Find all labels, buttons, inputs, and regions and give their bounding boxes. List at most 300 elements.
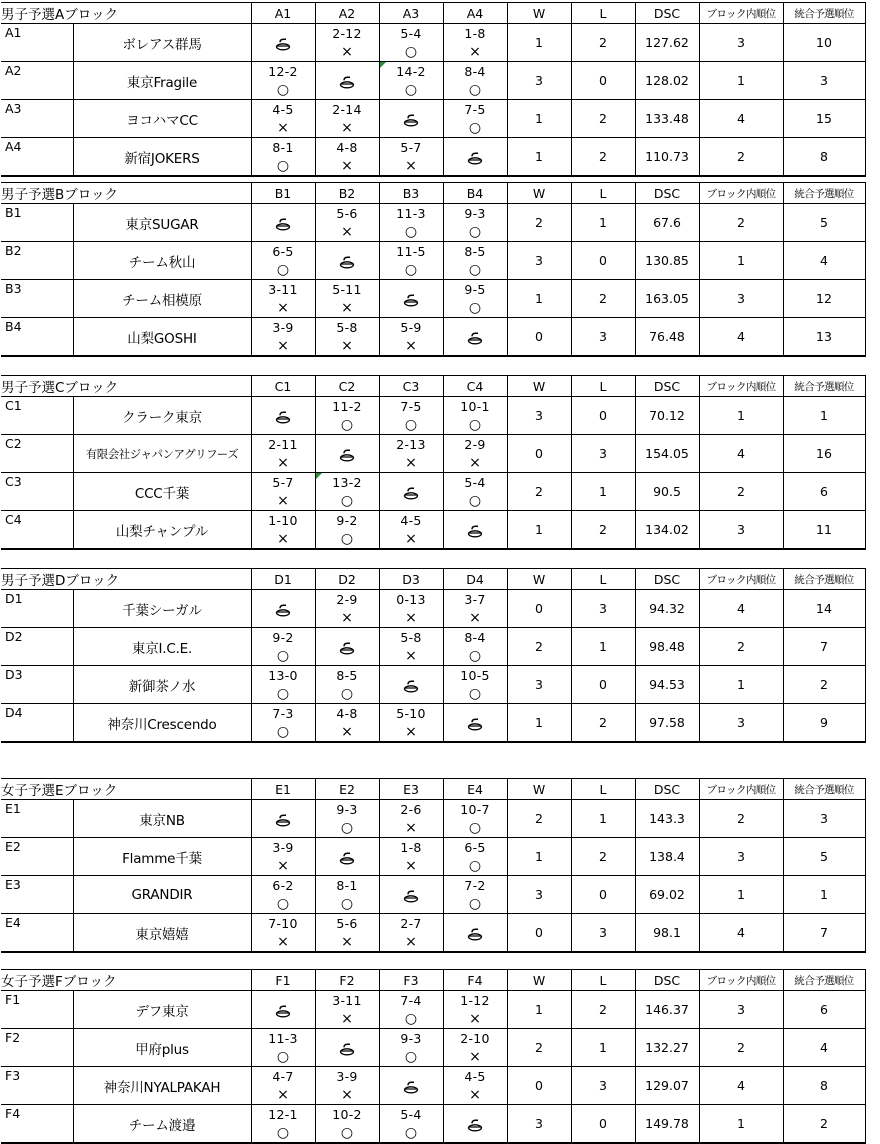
self-match-cell [315, 435, 379, 473]
match-result-cell [379, 1029, 443, 1067]
losses: 0 [571, 876, 635, 914]
block-rank: 2 [699, 800, 783, 838]
wins: 1 [507, 838, 571, 876]
match-outcome-mark: × [469, 1011, 481, 1027]
match-score: 8-1 [272, 140, 294, 155]
match-outcome-mark: ○ [276, 686, 290, 702]
curling-stone-icon [403, 889, 419, 902]
block-rank: 4 [699, 914, 783, 953]
match-score: 10-5 [460, 668, 490, 683]
match-score: 9-3 [400, 1031, 422, 1046]
dsc-value: 163.05 [635, 280, 699, 318]
team-row [1, 838, 865, 876]
match-result-cell [251, 100, 315, 138]
team-row [1, 138, 865, 177]
match-score: 9-3 [336, 802, 358, 817]
wins: 1 [507, 100, 571, 138]
opponent-column-header: B4 [443, 183, 507, 204]
losses: 2 [571, 280, 635, 318]
match-score: 3-11 [332, 993, 362, 1008]
match-score: 11-3 [268, 1031, 298, 1046]
match-score: 6-2 [272, 878, 294, 893]
match-result-cell [315, 24, 379, 62]
match-result-cell [443, 242, 507, 280]
block-rank: 1 [699, 242, 783, 280]
match-outcome-mark: ○ [404, 1049, 418, 1065]
match-outcome-mark: ○ [404, 224, 418, 240]
team-seed: F4 [1, 1105, 73, 1144]
match-result-cell [379, 800, 443, 838]
dsc-column-header: DSC [635, 569, 699, 590]
match-outcome-mark: ○ [276, 158, 290, 174]
match-score: 4-5 [400, 513, 422, 528]
dsc-value: 76.48 [635, 318, 699, 357]
team-seed: B2 [1, 242, 73, 280]
dsc-value: 90.5 [635, 473, 699, 511]
match-outcome-mark: × [405, 858, 417, 874]
match-result-cell [251, 242, 315, 280]
team-seed: A3 [1, 100, 73, 138]
match-score: 8-1 [336, 878, 358, 893]
match-result-cell [315, 666, 379, 704]
overall-rank: 14 [783, 590, 865, 628]
team-name: 神奈川NYALPAKAH [73, 1067, 251, 1105]
dsc-value: 94.53 [635, 666, 699, 704]
curling-stone-icon [403, 486, 419, 499]
match-score: 5-10 [396, 706, 426, 721]
overall-rank: 2 [783, 666, 865, 704]
block-rank: 2 [699, 1029, 783, 1067]
wins: 1 [507, 991, 571, 1029]
match-score: 7-5 [464, 102, 486, 117]
dsc-value: 97.58 [635, 704, 699, 743]
match-result-cell [315, 318, 379, 357]
match-result-cell [379, 991, 443, 1029]
curling-stone-icon [467, 927, 483, 940]
opponent-column-header: D1 [251, 569, 315, 590]
match-score: 7-3 [272, 706, 294, 721]
dsc-value: 129.07 [635, 1067, 699, 1105]
match-result-cell [443, 628, 507, 666]
match-outcome-mark: × [341, 300, 353, 316]
dsc-value: 154.05 [635, 435, 699, 473]
dsc-value: 110.73 [635, 138, 699, 177]
match-result-cell [443, 100, 507, 138]
match-result-cell [251, 280, 315, 318]
overall-rank: 9 [783, 704, 865, 743]
opponent-column-header: B1 [251, 183, 315, 204]
opponent-column-header: C3 [379, 376, 443, 397]
match-result-cell [443, 397, 507, 435]
opponent-column-header: B2 [315, 183, 379, 204]
match-outcome-mark: × [405, 455, 417, 471]
match-outcome-mark: ○ [404, 262, 418, 278]
match-result-cell [379, 204, 443, 242]
team-seed: F1 [1, 991, 73, 1029]
self-match-cell [379, 1067, 443, 1105]
wins: 2 [507, 1029, 571, 1067]
curling-stone-icon [403, 1080, 419, 1093]
match-outcome-mark: × [277, 934, 289, 950]
match-result-cell [315, 991, 379, 1029]
losses: 2 [571, 24, 635, 62]
team-name: 甲府plus [73, 1029, 251, 1067]
wins: 3 [507, 62, 571, 100]
match-outcome-mark: × [469, 610, 481, 626]
team-name: 千葉シーガル [73, 590, 251, 628]
wins: 0 [507, 318, 571, 357]
block-rank: 1 [699, 666, 783, 704]
curling-stone-icon [275, 217, 291, 230]
header-row [1, 779, 865, 800]
match-outcome-mark: ○ [340, 686, 354, 702]
overall-rank: 7 [783, 628, 865, 666]
overall-rank: 4 [783, 242, 865, 280]
match-score: 14-2 [396, 64, 426, 79]
match-result-cell [315, 876, 379, 914]
team-row [1, 628, 865, 666]
match-result-cell [251, 62, 315, 100]
self-match-cell [315, 838, 379, 876]
match-outcome-mark: ○ [340, 896, 354, 912]
overall-rank-column-header: 統合予選順位 [783, 569, 865, 590]
match-score: 3-9 [336, 1069, 358, 1084]
match-result-cell [443, 876, 507, 914]
dsc-column-header: DSC [635, 3, 699, 24]
match-outcome-mark: ○ [468, 686, 482, 702]
self-match-cell [379, 100, 443, 138]
curling-stone-icon [275, 603, 291, 616]
team-seed: B3 [1, 280, 73, 318]
self-match-cell [443, 318, 507, 357]
match-result-cell [379, 435, 443, 473]
overall-rank: 12 [783, 280, 865, 318]
match-outcome-mark: × [277, 531, 289, 547]
curling-stone-icon [467, 1118, 483, 1131]
match-score: 4-5 [464, 1069, 486, 1084]
match-result-cell [379, 242, 443, 280]
block-title: 男子予選Bブロック [1, 183, 251, 204]
curling-stone-icon [403, 113, 419, 126]
overall-rank: 8 [783, 1067, 865, 1105]
overall-rank: 3 [783, 62, 865, 100]
match-outcome-mark: ○ [468, 648, 482, 664]
block-rank-column-header: ブロック内順位 [699, 3, 783, 24]
match-result-cell [315, 511, 379, 550]
match-score: 11-5 [396, 244, 426, 259]
team-row [1, 100, 865, 138]
match-outcome-mark: ○ [468, 262, 482, 278]
match-score: 2-6 [400, 802, 422, 817]
wins: 0 [507, 914, 571, 953]
dsc-value: 130.85 [635, 242, 699, 280]
team-seed: B1 [1, 204, 73, 242]
w-column-header: W [507, 779, 571, 800]
losses: 0 [571, 397, 635, 435]
wins: 1 [507, 24, 571, 62]
match-result-cell [443, 838, 507, 876]
self-match-cell [315, 628, 379, 666]
match-score: 9-2 [272, 630, 294, 645]
block-rank: 4 [699, 100, 783, 138]
opponent-column-header: D2 [315, 569, 379, 590]
dsc-value: 67.6 [635, 204, 699, 242]
curling-stone-icon [467, 524, 483, 537]
team-row [1, 318, 865, 357]
match-score: 5-7 [400, 140, 422, 155]
self-match-cell [251, 397, 315, 435]
match-score: 10-2 [332, 1107, 362, 1122]
match-score: 2-14 [332, 102, 362, 117]
match-result-cell [315, 800, 379, 838]
block-rank: 3 [699, 704, 783, 743]
overall-rank-column-header: 統合予選順位 [783, 183, 865, 204]
block-rank: 1 [699, 1105, 783, 1144]
wins: 3 [507, 397, 571, 435]
match-score: 2-10 [460, 1031, 490, 1046]
opponent-column-header: F3 [379, 970, 443, 991]
match-outcome-mark: ○ [276, 1049, 290, 1065]
w-column-header: W [507, 569, 571, 590]
block-rank: 4 [699, 1067, 783, 1105]
overall-rank: 13 [783, 318, 865, 357]
wins: 1 [507, 704, 571, 743]
match-outcome-mark: × [277, 858, 289, 874]
dsc-column-header: DSC [635, 183, 699, 204]
match-outcome-mark: ○ [340, 1125, 354, 1141]
match-outcome-mark: × [469, 1049, 481, 1065]
losses: 1 [571, 473, 635, 511]
curling-stone-icon [275, 410, 291, 423]
match-outcome-mark: × [341, 338, 353, 354]
match-score: 7-4 [400, 993, 422, 1008]
match-outcome-mark: × [405, 648, 417, 664]
losses: 3 [571, 1067, 635, 1105]
match-result-cell [443, 435, 507, 473]
match-outcome-mark: ○ [468, 300, 482, 316]
team-row [1, 800, 865, 838]
team-row [1, 666, 865, 704]
overall-rank: 10 [783, 24, 865, 62]
match-result-cell [443, 800, 507, 838]
team-name: 東京嬉嬉 [73, 914, 251, 953]
losses: 0 [571, 62, 635, 100]
team-row [1, 511, 865, 550]
opponent-column-header: C2 [315, 376, 379, 397]
match-outcome-mark: × [277, 455, 289, 471]
curling-stone-icon [339, 448, 355, 461]
dsc-value: 146.37 [635, 991, 699, 1029]
match-outcome-mark: ○ [276, 648, 290, 664]
opponent-column-header: A3 [379, 3, 443, 24]
dsc-value: 128.02 [635, 62, 699, 100]
match-result-cell [315, 914, 379, 953]
block-table [1, 969, 866, 1144]
match-outcome-mark: ○ [404, 44, 418, 60]
dsc-column-header: DSC [635, 376, 699, 397]
team-row [1, 590, 865, 628]
team-row [1, 473, 865, 511]
match-outcome-mark: ○ [468, 82, 482, 98]
wins: 0 [507, 435, 571, 473]
opponent-column-header: E1 [251, 779, 315, 800]
block-rank: 2 [699, 204, 783, 242]
overall-rank: 8 [783, 138, 865, 177]
match-score: 2-9 [336, 592, 358, 607]
block-table [1, 568, 866, 743]
match-result-cell [251, 704, 315, 743]
match-result-cell [251, 318, 315, 357]
match-outcome-mark: ○ [468, 224, 482, 240]
team-seed: D3 [1, 666, 73, 704]
w-column-header: W [507, 376, 571, 397]
block-rank: 4 [699, 318, 783, 357]
block-rank: 3 [699, 511, 783, 550]
opponent-column-header: C4 [443, 376, 507, 397]
team-seed: E2 [1, 838, 73, 876]
block-rank: 3 [699, 24, 783, 62]
header-row [1, 376, 865, 397]
match-result-cell [443, 590, 507, 628]
opponent-column-header: D3 [379, 569, 443, 590]
block-rank: 1 [699, 397, 783, 435]
match-result-cell [443, 991, 507, 1029]
match-result-cell [315, 204, 379, 242]
match-result-cell [443, 62, 507, 100]
match-score: 8-4 [464, 64, 486, 79]
block-title: 男子予選Dブロック [1, 569, 251, 590]
match-outcome-mark: × [277, 300, 289, 316]
w-column-header: W [507, 183, 571, 204]
team-seed: A4 [1, 138, 73, 177]
team-name: 東京NB [73, 800, 251, 838]
match-outcome-mark: ○ [340, 531, 354, 547]
team-seed: C4 [1, 511, 73, 550]
team-seed: F3 [1, 1067, 73, 1105]
match-score: 5-4 [400, 26, 422, 41]
match-outcome-mark: × [341, 934, 353, 950]
header-row [1, 3, 865, 24]
match-score: 8-5 [336, 668, 358, 683]
losses: 3 [571, 318, 635, 357]
curling-stone-icon [339, 1042, 355, 1055]
opponent-column-header: E4 [443, 779, 507, 800]
dsc-value: 132.27 [635, 1029, 699, 1067]
match-outcome-mark: ○ [276, 262, 290, 278]
match-score: 4-7 [272, 1069, 294, 1084]
dsc-column-header: DSC [635, 779, 699, 800]
team-name: GRANDIR [73, 876, 251, 914]
l-column-header: L [571, 569, 635, 590]
match-outcome-mark: ○ [404, 417, 418, 433]
team-seed: E4 [1, 914, 73, 953]
match-score: 2-13 [396, 437, 426, 452]
match-outcome-mark: ○ [276, 724, 290, 740]
match-result-cell [251, 1105, 315, 1144]
wins: 3 [507, 876, 571, 914]
match-result-cell [379, 24, 443, 62]
losses: 3 [571, 590, 635, 628]
match-score: 6-5 [272, 244, 294, 259]
match-outcome-mark: × [405, 934, 417, 950]
overall-rank: 2 [783, 1105, 865, 1144]
overall-rank-column-header: 統合予選順位 [783, 779, 865, 800]
match-score: 4-8 [336, 140, 358, 155]
match-score: 5-11 [332, 282, 362, 297]
match-result-cell [251, 628, 315, 666]
wins: 0 [507, 590, 571, 628]
match-result-cell [379, 914, 443, 953]
l-column-header: L [571, 970, 635, 991]
match-outcome-mark: ○ [276, 896, 290, 912]
team-name: チーム秋山 [73, 242, 251, 280]
curling-stone-icon [339, 75, 355, 88]
wins: 1 [507, 138, 571, 177]
match-score: 12-2 [268, 64, 298, 79]
match-outcome-mark: ○ [340, 417, 354, 433]
self-match-cell [315, 1029, 379, 1067]
match-outcome-mark: × [405, 820, 417, 836]
team-seed: A2 [1, 62, 73, 100]
block-title: 女子予選Fブロック [1, 970, 251, 991]
self-match-cell [251, 800, 315, 838]
match-score: 11-2 [332, 399, 362, 414]
self-match-cell [443, 138, 507, 177]
overall-rank: 15 [783, 100, 865, 138]
match-outcome-mark: × [405, 158, 417, 174]
self-match-cell [251, 204, 315, 242]
dsc-value: 134.02 [635, 511, 699, 550]
match-score: 8-4 [464, 630, 486, 645]
losses: 2 [571, 991, 635, 1029]
self-match-cell [379, 876, 443, 914]
team-name: 神奈川Crescendo [73, 704, 251, 743]
overall-rank: 1 [783, 397, 865, 435]
match-result-cell [251, 666, 315, 704]
curling-stone-icon [403, 293, 419, 306]
match-outcome-mark: × [469, 44, 481, 60]
team-row [1, 1105, 865, 1144]
match-result-cell [315, 1067, 379, 1105]
overall-rank: 3 [783, 800, 865, 838]
team-seed: D4 [1, 704, 73, 743]
match-outcome-mark: × [341, 724, 353, 740]
self-match-cell [379, 666, 443, 704]
match-outcome-mark: × [277, 120, 289, 136]
block-rank-column-header: ブロック内順位 [699, 569, 783, 590]
self-match-cell [443, 511, 507, 550]
wins: 1 [507, 280, 571, 318]
match-score: 2-12 [332, 26, 362, 41]
match-score: 9-3 [464, 206, 486, 221]
match-outcome-mark: ○ [276, 1125, 290, 1141]
overall-rank: 5 [783, 204, 865, 242]
overall-rank-column-header: 統合予選順位 [783, 376, 865, 397]
curling-stone-icon [403, 679, 419, 692]
match-score: 5-4 [464, 475, 486, 490]
team-seed: E3 [1, 876, 73, 914]
match-score: 10-7 [460, 802, 490, 817]
block-rank: 4 [699, 435, 783, 473]
dsc-value: 143.3 [635, 800, 699, 838]
block-rank: 3 [699, 991, 783, 1029]
match-score: 5-8 [336, 320, 358, 335]
team-row [1, 62, 865, 100]
team-seed: B4 [1, 318, 73, 357]
match-outcome-mark: × [341, 1011, 353, 1027]
match-result-cell [251, 1067, 315, 1105]
team-name: ヨコハマCC [73, 100, 251, 138]
